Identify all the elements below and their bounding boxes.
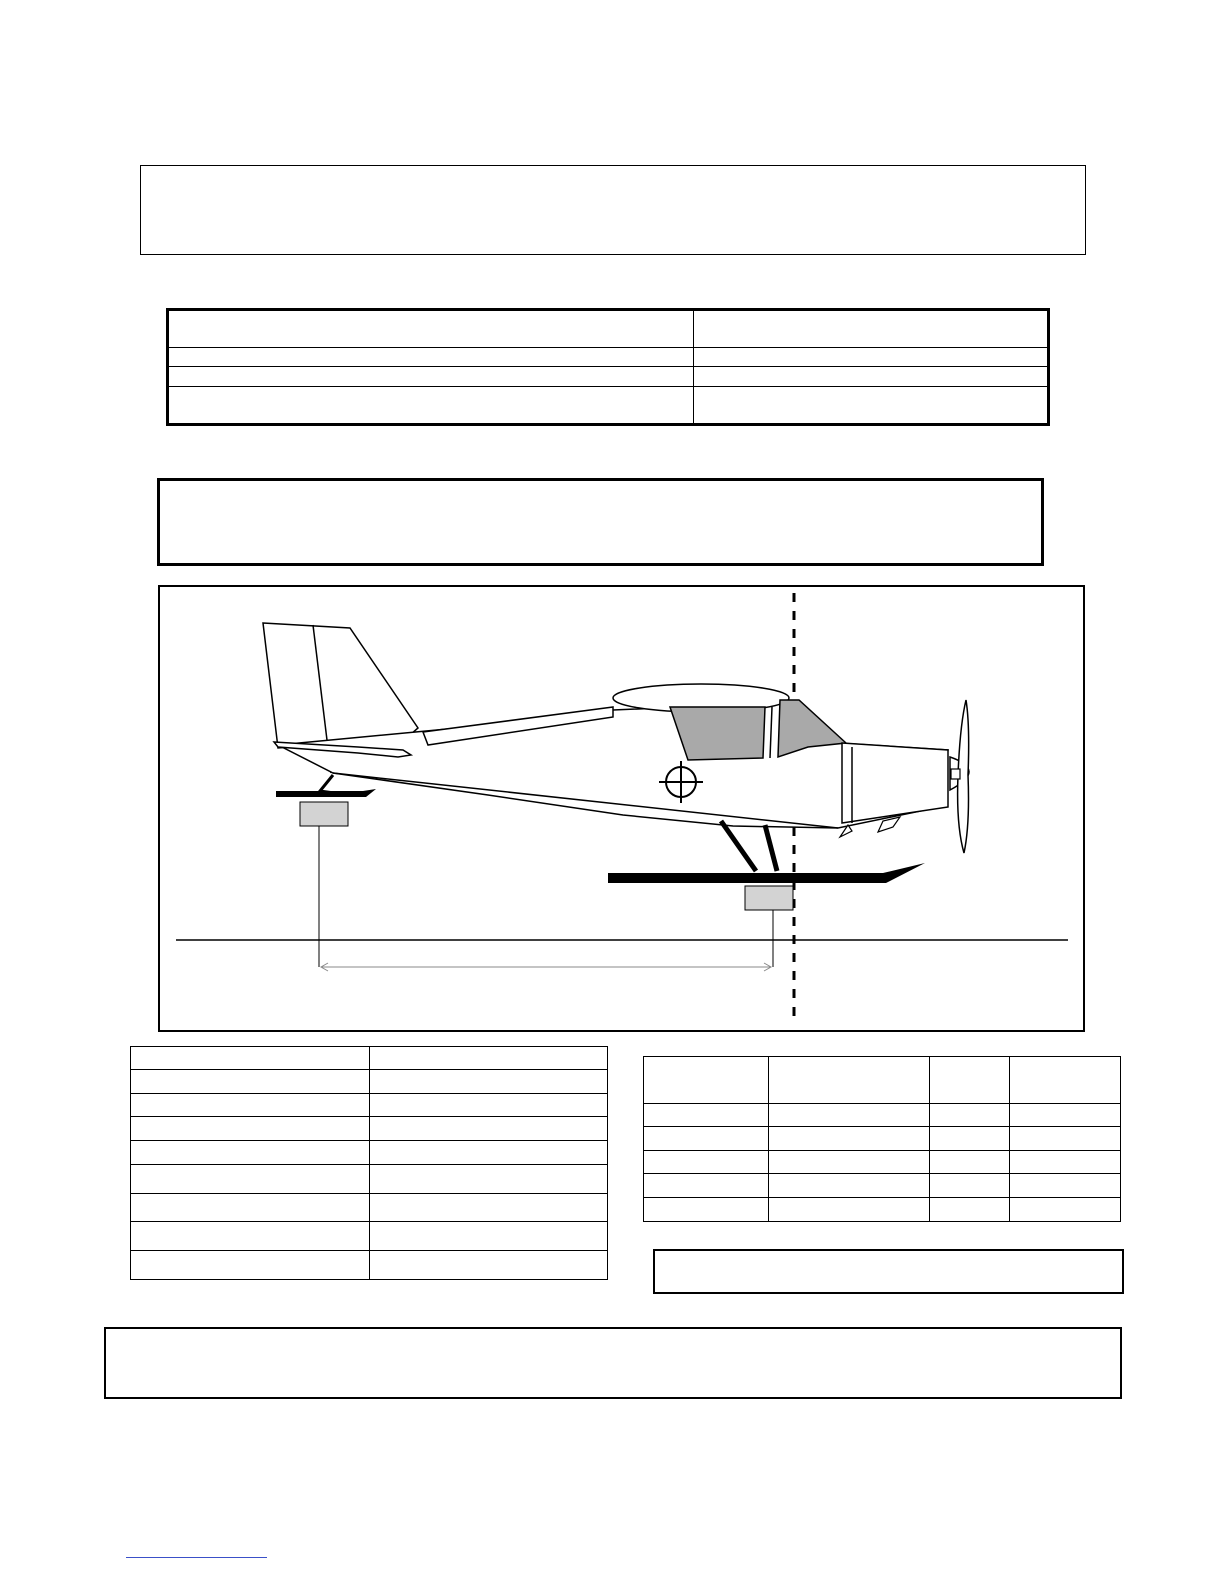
table-cell bbox=[644, 1174, 769, 1198]
result-box bbox=[653, 1249, 1124, 1294]
wheelbase-dimension-arrow bbox=[321, 963, 771, 971]
table-cell bbox=[769, 1127, 930, 1151]
table-cell bbox=[930, 1104, 1010, 1127]
table-row bbox=[131, 1165, 608, 1194]
engine-cowling bbox=[842, 743, 948, 823]
table-cell bbox=[1010, 1104, 1121, 1127]
propeller-icon bbox=[951, 700, 969, 853]
column-header bbox=[644, 1057, 769, 1104]
aircraft-diagram bbox=[158, 585, 1085, 1032]
table-row bbox=[168, 367, 1049, 386]
table-cell bbox=[131, 1117, 370, 1141]
table-cell bbox=[694, 348, 1049, 367]
table-cell bbox=[930, 1127, 1010, 1151]
table-cell bbox=[370, 1070, 608, 1094]
info-table bbox=[166, 308, 1050, 426]
table-cell bbox=[1010, 1151, 1121, 1174]
table-cell bbox=[168, 310, 694, 348]
table-cell bbox=[769, 1104, 930, 1127]
table-row bbox=[131, 1194, 608, 1222]
table-cell bbox=[131, 1070, 370, 1094]
table-header-row bbox=[644, 1057, 1121, 1104]
table-cell bbox=[370, 1222, 608, 1251]
table-cell bbox=[131, 1222, 370, 1251]
right-table bbox=[643, 1056, 1121, 1222]
table-cell bbox=[168, 386, 694, 424]
table-cell bbox=[168, 367, 694, 386]
table-cell bbox=[694, 310, 1049, 348]
table-cell bbox=[644, 1198, 769, 1222]
table-cell bbox=[769, 1198, 930, 1222]
table-cell bbox=[644, 1127, 769, 1151]
table-cell bbox=[131, 1047, 370, 1070]
table-cell bbox=[131, 1194, 370, 1222]
table-row bbox=[644, 1127, 1121, 1151]
table-cell bbox=[370, 1047, 608, 1070]
main-gear-strut bbox=[765, 825, 777, 871]
table-cell bbox=[370, 1141, 608, 1165]
main-gear-strut bbox=[721, 821, 756, 871]
left-table bbox=[130, 1046, 608, 1280]
table-cell bbox=[644, 1104, 769, 1127]
table-cell bbox=[131, 1251, 370, 1280]
tail-ski bbox=[276, 789, 376, 797]
header-box bbox=[140, 165, 1086, 255]
table-cell bbox=[370, 1194, 608, 1222]
table-row bbox=[131, 1047, 608, 1070]
table-cell bbox=[370, 1165, 608, 1194]
table-row bbox=[131, 1141, 608, 1165]
table-cell bbox=[1010, 1198, 1121, 1222]
table-row bbox=[644, 1104, 1121, 1127]
table-cell bbox=[1010, 1127, 1121, 1151]
table-cell bbox=[370, 1117, 608, 1141]
table-row bbox=[131, 1094, 608, 1117]
table-row bbox=[131, 1070, 608, 1094]
table-cell bbox=[694, 386, 1049, 424]
vertical-tail bbox=[263, 623, 418, 748]
table-row bbox=[644, 1151, 1121, 1174]
table-row bbox=[131, 1251, 608, 1280]
footer-box bbox=[104, 1327, 1122, 1399]
table-row bbox=[644, 1198, 1121, 1222]
column-header bbox=[930, 1057, 1010, 1104]
table-cell bbox=[370, 1251, 608, 1280]
table-cell bbox=[131, 1094, 370, 1117]
column-header bbox=[1010, 1057, 1121, 1104]
table-cell bbox=[644, 1151, 769, 1174]
table-cell bbox=[168, 348, 694, 367]
table-row bbox=[131, 1117, 608, 1141]
column-header bbox=[769, 1057, 930, 1104]
main-ski bbox=[608, 863, 925, 883]
table-cell bbox=[131, 1165, 370, 1194]
table-cell bbox=[930, 1174, 1010, 1198]
tail-weight-label-box bbox=[300, 802, 348, 826]
table-cell bbox=[131, 1141, 370, 1165]
table-cell bbox=[694, 367, 1049, 386]
table-cell bbox=[930, 1151, 1010, 1174]
table-cell bbox=[769, 1151, 930, 1174]
table-cell bbox=[370, 1094, 608, 1117]
tail-gear bbox=[320, 775, 334, 793]
table-row bbox=[131, 1222, 608, 1251]
main-weight-label-box bbox=[745, 886, 793, 910]
table-row bbox=[168, 310, 1049, 348]
table-cell bbox=[1010, 1174, 1121, 1198]
table-cell bbox=[769, 1174, 930, 1198]
title-box bbox=[157, 478, 1044, 566]
table-row bbox=[168, 386, 1049, 424]
table-cell bbox=[930, 1198, 1010, 1222]
footer-link[interactable] bbox=[126, 1557, 267, 1558]
table-row bbox=[168, 348, 1049, 367]
table-row bbox=[644, 1174, 1121, 1198]
